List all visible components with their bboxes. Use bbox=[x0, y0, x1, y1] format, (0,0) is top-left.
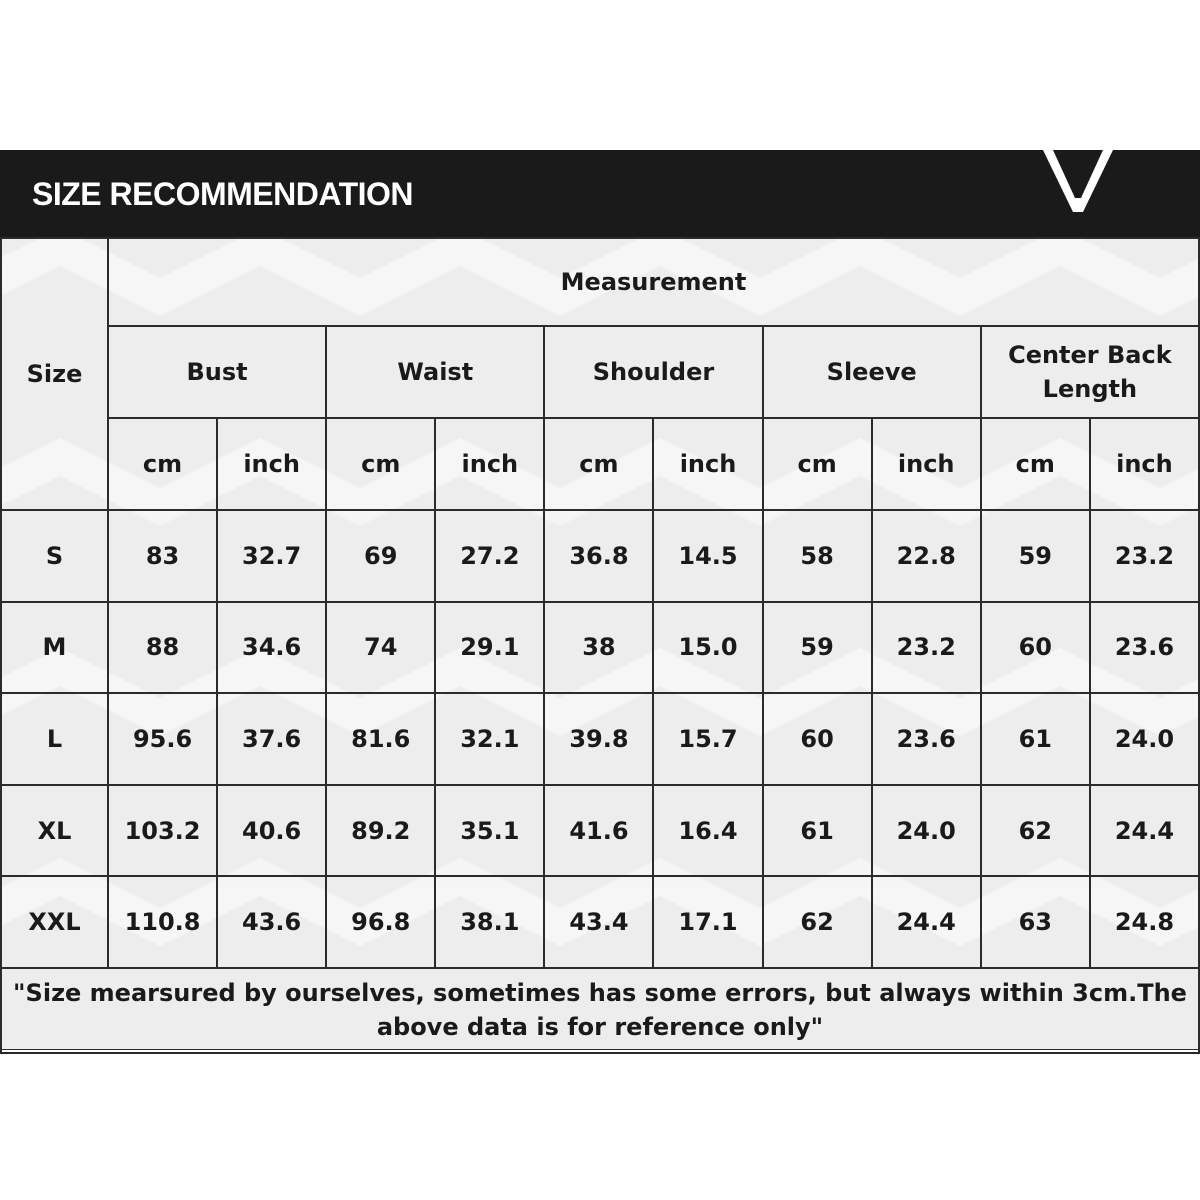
group-header-shoulder: Shoulder bbox=[544, 326, 762, 418]
value-cell: 58 bbox=[763, 510, 872, 602]
value-cell: 61 bbox=[763, 785, 872, 877]
unit-header: cm bbox=[981, 418, 1090, 510]
value-cell: 38.1 bbox=[435, 876, 544, 968]
value-cell: 83 bbox=[108, 510, 217, 602]
value-cell: 16.4 bbox=[653, 785, 762, 877]
unit-header: cm bbox=[544, 418, 653, 510]
size-cell: M bbox=[1, 602, 108, 694]
size-cell: XXL bbox=[1, 876, 108, 968]
value-cell: 95.6 bbox=[108, 693, 217, 785]
value-cell: 15.0 bbox=[653, 602, 762, 694]
value-cell: 37.6 bbox=[217, 693, 326, 785]
page-title: SIZE RECOMMENDATION bbox=[32, 176, 414, 212]
group-header-waist: Waist bbox=[326, 326, 544, 418]
value-cell: 62 bbox=[981, 785, 1090, 877]
value-cell: 23.2 bbox=[1090, 510, 1199, 602]
chevron-down-icon bbox=[1043, 150, 1113, 212]
size-table bbox=[0, 237, 1200, 1054]
value-cell: 24.0 bbox=[872, 785, 981, 877]
unit-header: inch bbox=[1090, 418, 1199, 510]
value-cell: 43.6 bbox=[217, 876, 326, 968]
value-cell: 29.1 bbox=[435, 602, 544, 694]
size-cell: L bbox=[1, 693, 108, 785]
value-cell: 34.6 bbox=[217, 602, 326, 694]
value-cell: 35.1 bbox=[435, 785, 544, 877]
unit-header: inch bbox=[435, 418, 544, 510]
value-cell: 59 bbox=[763, 602, 872, 694]
unit-header: inch bbox=[653, 418, 762, 510]
value-cell: 27.2 bbox=[435, 510, 544, 602]
table-row bbox=[1, 602, 1199, 694]
value-cell: 23.6 bbox=[872, 693, 981, 785]
measurement-header: Measurement bbox=[108, 238, 1199, 326]
table-row bbox=[1, 876, 1199, 968]
group-header-sleeve: Sleeve bbox=[763, 326, 981, 418]
value-cell: 61 bbox=[981, 693, 1090, 785]
value-cell: 24.8 bbox=[1090, 876, 1199, 968]
value-cell: 74 bbox=[326, 602, 435, 694]
measurement-header-row bbox=[1, 238, 1199, 326]
value-cell: 15.7 bbox=[653, 693, 762, 785]
size-header: Size bbox=[1, 238, 108, 510]
table-row bbox=[1, 693, 1199, 785]
disclaimer-note: "Size mearsured by ourselves, sometimes has some errors, but always within 3cm.The above data is for reference only" bbox=[1, 968, 1199, 1053]
units-row bbox=[1, 418, 1199, 510]
value-cell: 36.8 bbox=[544, 510, 653, 602]
value-cell: 22.8 bbox=[872, 510, 981, 602]
note-row bbox=[1, 968, 1199, 1053]
value-cell: 17.1 bbox=[653, 876, 762, 968]
value-cell: 39.8 bbox=[544, 693, 653, 785]
value-cell: 40.6 bbox=[217, 785, 326, 877]
measure-groups-row bbox=[1, 326, 1199, 418]
table-row bbox=[1, 510, 1199, 602]
value-cell: 38 bbox=[544, 602, 653, 694]
value-cell: 14.5 bbox=[653, 510, 762, 602]
value-cell: 88 bbox=[108, 602, 217, 694]
value-cell: 32.1 bbox=[435, 693, 544, 785]
value-cell: 41.6 bbox=[544, 785, 653, 877]
value-cell: 23.6 bbox=[1090, 602, 1199, 694]
unit-header: inch bbox=[872, 418, 981, 510]
value-cell: 60 bbox=[763, 693, 872, 785]
unit-header: inch bbox=[217, 418, 326, 510]
table-row bbox=[1, 785, 1199, 877]
value-cell: 24.4 bbox=[1090, 785, 1199, 877]
unit-header: cm bbox=[326, 418, 435, 510]
size-cell: S bbox=[1, 510, 108, 602]
unit-header: cm bbox=[108, 418, 217, 510]
value-cell: 59 bbox=[981, 510, 1090, 602]
value-cell: 23.2 bbox=[872, 602, 981, 694]
value-cell: 24.4 bbox=[872, 876, 981, 968]
value-cell: 96.8 bbox=[326, 876, 435, 968]
value-cell: 69 bbox=[326, 510, 435, 602]
value-cell: 62 bbox=[763, 876, 872, 968]
group-header-center-back-length: Center Back Length bbox=[981, 326, 1199, 418]
unit-header: cm bbox=[763, 418, 872, 510]
value-cell: 103.2 bbox=[108, 785, 217, 877]
value-cell: 60 bbox=[981, 602, 1090, 694]
value-cell: 110.8 bbox=[108, 876, 217, 968]
size-cell: XL bbox=[1, 785, 108, 877]
value-cell: 81.6 bbox=[326, 693, 435, 785]
group-header-bust: Bust bbox=[108, 326, 326, 418]
value-cell: 89.2 bbox=[326, 785, 435, 877]
value-cell: 63 bbox=[981, 876, 1090, 968]
value-cell: 32.7 bbox=[217, 510, 326, 602]
value-cell: 24.0 bbox=[1090, 693, 1199, 785]
value-cell: 43.4 bbox=[544, 876, 653, 968]
